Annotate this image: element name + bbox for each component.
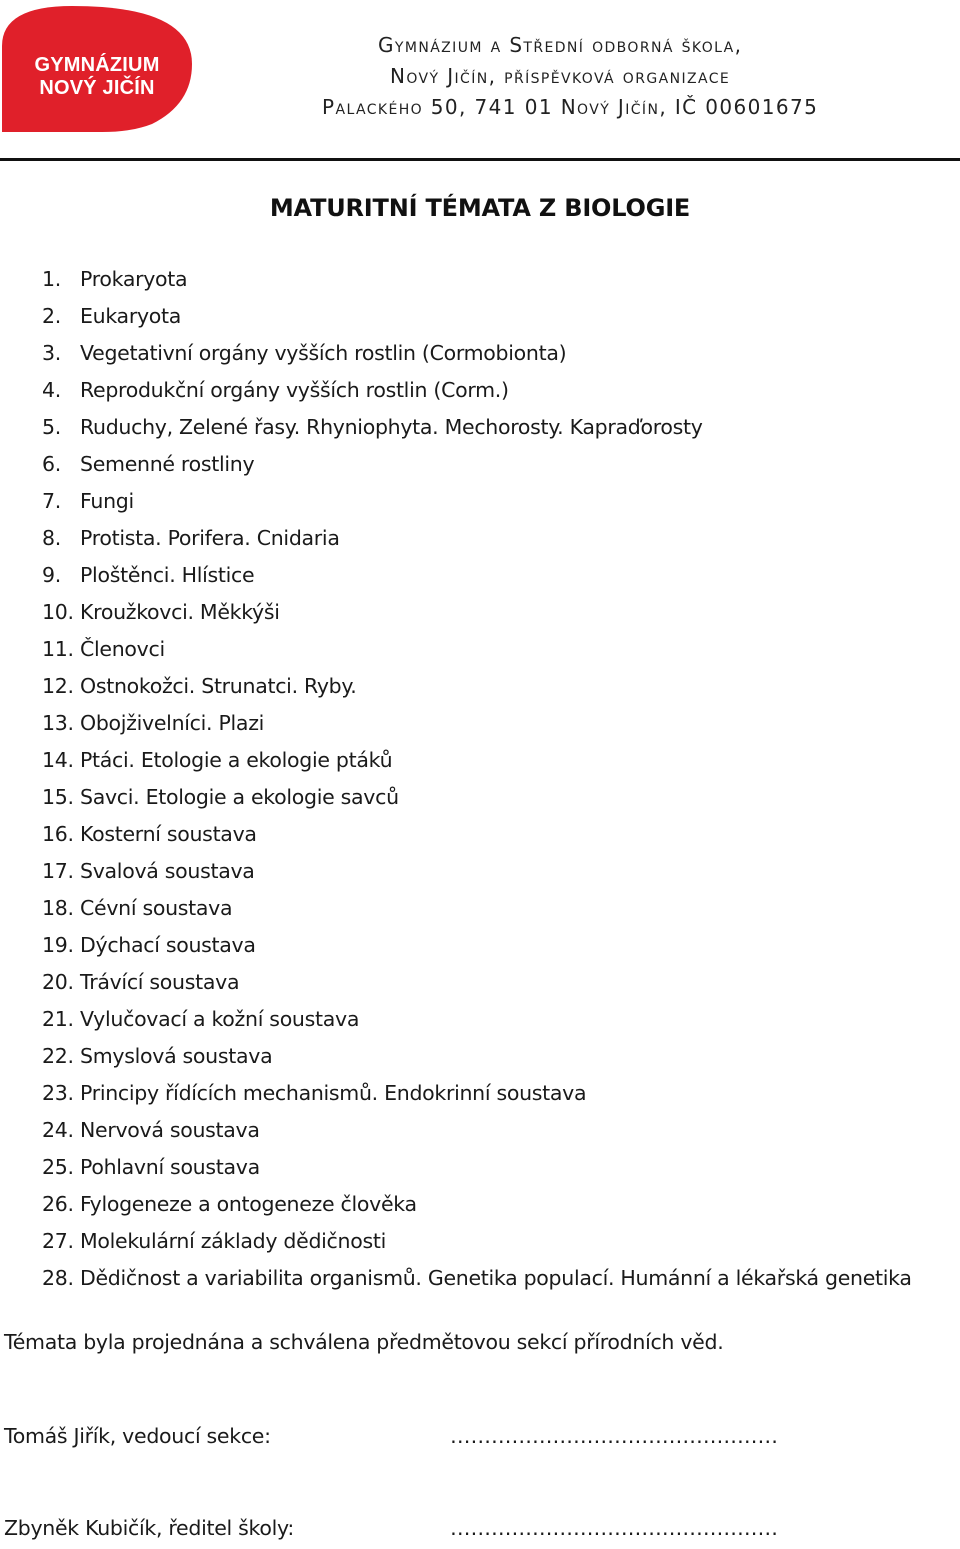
signature-row-director <box>4 1516 904 1546</box>
topic-number: 7. <box>42 489 61 513</box>
topic-text: Savci. Etologie a ekologie savců <box>80 785 399 809</box>
topic-text: Dýchací soustava <box>80 933 256 957</box>
topic-number: 11. <box>42 637 74 661</box>
topic-number: 16. <box>42 822 74 846</box>
topic-number: 24. <box>42 1118 74 1142</box>
topic-text: Vegetativní orgány vyšších rostlin (Cormobionta) <box>80 341 567 365</box>
topic-number: 18. <box>42 896 74 920</box>
topic-number: 13. <box>42 711 74 735</box>
topic-text: Reprodukční orgány vyšších rostlin (Corm.) <box>80 378 509 402</box>
signature-row-section-head <box>4 1424 904 1454</box>
topic-number: 14. <box>42 748 74 772</box>
topic-text: Protista. Porifera. Cnidaria <box>80 526 340 550</box>
topic-number: 6. <box>42 452 61 476</box>
logo-text <box>2 54 192 100</box>
school-address-block <box>322 30 942 123</box>
approval-statement: Témata byla projednána a schválena předmětovou sekcí přírodních věd. <box>4 1330 724 1354</box>
signatory-label: Zbyněk Kubičík, ředitel školy: <box>4 1516 294 1540</box>
school-organization: Nový Jičín, příspěvková organizace <box>390 64 731 88</box>
topic-text: Obojživelníci. Plazi <box>80 711 265 735</box>
topic-text: Svalová soustava <box>80 859 255 883</box>
topic-text: Ruduchy, Zelené řasy. Rhyniophyta. Mechorosty. Kapraďorosty <box>80 415 703 439</box>
topic-text: Eukaryota <box>80 304 182 328</box>
topic-text: Molekulární základy dědičnosti <box>80 1229 386 1253</box>
topic-text: Dědičnost a variabilita organismů. Genetika populací. Humánní a lékařská genetika <box>80 1266 912 1290</box>
topic-text: Nervová soustava <box>80 1118 260 1142</box>
topic-number: 21. <box>42 1007 74 1031</box>
topic-text: Členovci <box>80 637 165 661</box>
topic-number: 26. <box>42 1192 74 1216</box>
signature-line: ………………………………………… <box>450 1424 778 1448</box>
document-title: MATURITNÍ TÉMATA Z BIOLOGIE <box>269 194 691 222</box>
signatory-label: Tomáš Jiřík, vedoucí sekce: <box>4 1424 271 1448</box>
topic-text: Pohlavní soustava <box>80 1155 260 1179</box>
topic-number: 2. <box>42 304 61 328</box>
topic-text: Semenné rostliny <box>80 452 255 476</box>
topic-number: 28. <box>42 1266 74 1290</box>
topic-number: 4. <box>42 378 61 402</box>
school-name: Gymnázium a Střední odborná škola, <box>378 33 743 57</box>
topic-text: Trávící soustava <box>80 970 240 994</box>
topic-text: Smyslová soustava <box>80 1044 273 1068</box>
topic-text: Fungi <box>80 489 134 513</box>
topic-text: Kroužkovci. Měkkýši <box>80 600 280 624</box>
topic-number: 23. <box>42 1081 74 1105</box>
topic-text: Cévní soustava <box>80 896 233 920</box>
topic-text: Prokaryota <box>80 267 188 291</box>
topic-text: Ostnokožci. Strunatci. Ryby. <box>80 674 357 698</box>
topic-number: 8. <box>42 526 61 550</box>
topic-number: 9. <box>42 563 61 587</box>
topic-number: 27. <box>42 1229 74 1253</box>
topic-number: 17. <box>42 859 74 883</box>
topic-text: Ploštěnci. Hlístice <box>80 563 255 587</box>
topic-number: 25. <box>42 1155 74 1179</box>
school-logo <box>2 6 192 132</box>
topic-number: 5. <box>42 415 61 439</box>
topic-number: 1. <box>42 267 61 291</box>
topic-text: Ptáci. Etologie a ekologie ptáků <box>80 748 393 772</box>
school-address: Palackého 50, 741 01 Nový Jičín, IČ 00601675 <box>322 95 819 119</box>
topic-text: Kosterní soustava <box>80 822 257 846</box>
topic-text: Fylogeneze a ontogeneze člověka <box>80 1192 417 1216</box>
topic-number: 3. <box>42 341 61 365</box>
logo-line-1: GYMNÁZIUM <box>34 54 160 76</box>
topic-number: 12. <box>42 674 74 698</box>
topic-number: 10. <box>42 600 74 624</box>
topic-number: 15. <box>42 785 74 809</box>
topic-number: 19. <box>42 933 74 957</box>
topic-number: 22. <box>42 1044 74 1068</box>
logo-line-2: NOVÝ JIČÍN <box>39 77 155 99</box>
signature-line: ………………………………………… <box>450 1516 778 1540</box>
topic-text: Vylučovací a kožní soustava <box>80 1007 360 1031</box>
header-divider <box>0 158 960 161</box>
topic-number: 20. <box>42 970 74 994</box>
topic-text: Principy řídících mechanismů. Endokrinní soustava <box>80 1081 587 1105</box>
